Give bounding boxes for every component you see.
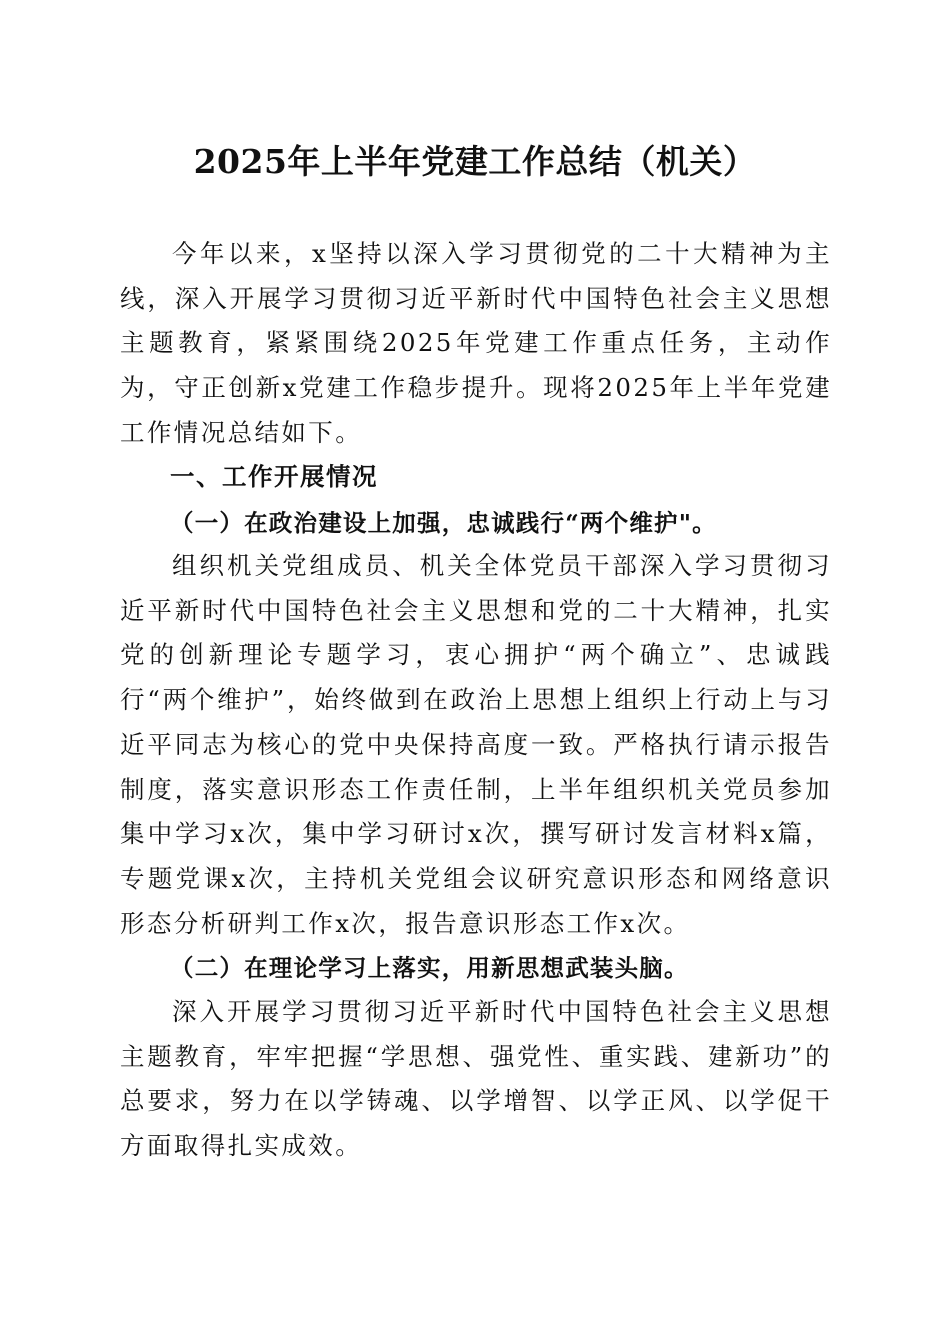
subsection-heading-2: （二）在理论学习上落实，用新思想武装头脑。	[170, 954, 689, 982]
document-title: 2025年上半年党建工作总结（机关）	[193, 142, 757, 181]
subsection-paragraph-2: 深入开展学习贯彻习近平新时代中国特色社会主义思想主题教育，牢牢把握“学思想、强党性、重实践、建新功”的总要求，努力在以学铸魂、以学增智、以学正风、以学促干方面取得扎实成效。	[120, 997, 832, 1161]
intro-paragraph: 今年以来，x坚持以深入学习贯彻党的二十大精神为主线，深入开展学习贯彻习近平新时代中国特色社会主义思想主题教育，紧紧围绕2025年党建工作重点任务，主动作为，守正创新x党建工作稳步提升。现将2025年上半年党建工作情况总结如下。	[120, 239, 832, 447]
subsection-heading-1: （一）在政治建设上加强，忠诚践行“两个维护"。	[170, 509, 717, 537]
section-heading: 一、工作开展情况	[170, 462, 378, 491]
subsection-paragraph-1: 组织机关党组成员、机关全体党员干部深入学习贯彻习近平新时代中国特色社会主义思想和党的二十大精神，扎实党的创新理论专题学习，衷心拥护“两个确立”、忠诚践行“两个维护”，始终做到在政治上思想上组织上行动上与习近平同志为核心的党中央保持高度一致。严格执行请示报告制度，落实意识形态工作责任制，上半年组织机关党员参加集中学习x次，集中学习研讨x次，撰写研讨发言材料x篇，专题党课x次，主持机关党组会议研究意识形态和网络意识形态分析研判工作x次，报告意识形态工作x次。	[120, 551, 832, 938]
